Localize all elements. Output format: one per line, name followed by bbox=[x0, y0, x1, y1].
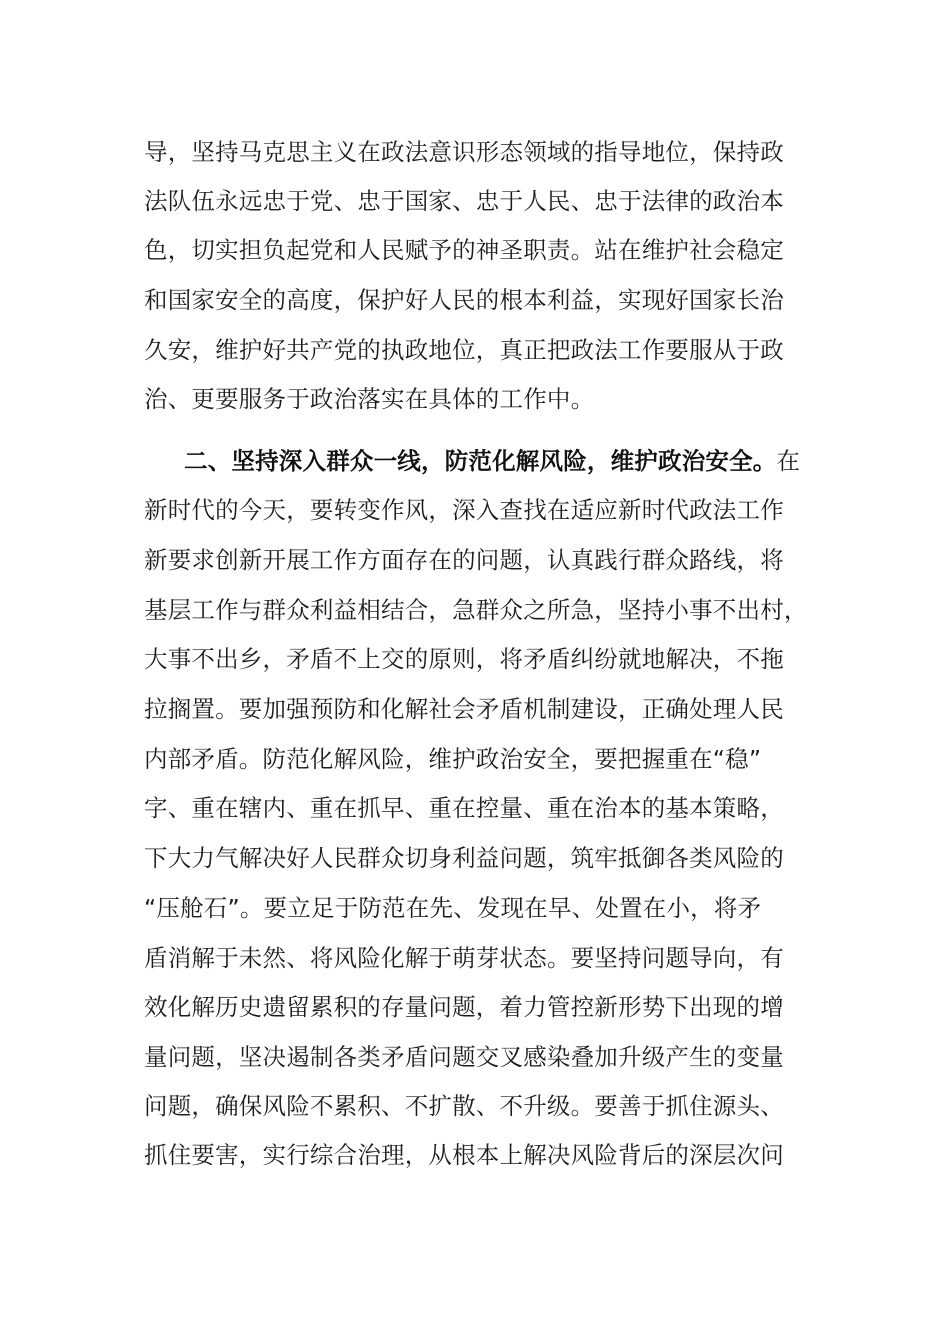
text-line: 和国家安全的高度，保护好人民的根本利益，实现好国家长治 bbox=[144, 286, 784, 314]
text-line: 问题，确保风险不累积、不扩散、不升级。要善于抓住源头、 bbox=[144, 1092, 784, 1120]
text-line: 大事不出乡，矛盾不上交的原则，将矛盾纠纷就地解决，不拖 bbox=[144, 645, 784, 673]
text-line: 盾消解于未然、将风险化解于萌芽状态。要坚持问题导向，有 bbox=[144, 944, 784, 972]
text-line: 下大力气解决好人民群众切身利益问题，筑牢抵御各类风险的 bbox=[144, 844, 784, 872]
section-heading-line bbox=[184, 443, 800, 479]
section-heading: 二、坚持深入群众一线，防范化解风险，维护政治安全。 bbox=[184, 447, 777, 475]
text-line: 导，坚持马克思主义在政法意识形态领域的指导地位，保持政 bbox=[144, 138, 784, 166]
text-line: 基层工作与群众利益相结合，急群众之所急，坚持小事不出村， bbox=[144, 596, 808, 624]
text-line: 字、重在辖内、重在抓早、重在控量、重在治本的基本策略， bbox=[144, 794, 784, 822]
text-line: 新时代的今天，要转变作风，深入查找在适应新时代政法工作 bbox=[144, 496, 784, 524]
text-line: 效化解历史遗留累积的存量问题，着力管控新形势下出现的增 bbox=[144, 993, 784, 1021]
text-line: 内部矛盾。防范化解风险，维护政治安全，要把握重在“稳” bbox=[144, 745, 762, 773]
heading-tail-text: 在 bbox=[776, 447, 801, 475]
text-line: 新要求创新开展工作方面存在的问题，认真践行群众路线，将 bbox=[144, 546, 784, 574]
text-line: 法队伍永远忠于党、忠于国家、忠于人民、忠于法律的政治本 bbox=[144, 187, 784, 215]
text-line: 治、更要服务于政治落实在具体的工作中。 bbox=[144, 385, 595, 413]
text-line: 抓住要害，实行综合治理，从根本上解决风险背后的深层次问 bbox=[144, 1141, 784, 1169]
text-line: 色，切实担负起党和人民赋予的神圣职责。站在维护社会稳定 bbox=[144, 236, 784, 264]
text-line: 量问题，坚决遏制各类矛盾问题交叉感染叠加升级产生的变量 bbox=[144, 1043, 784, 1071]
text-line: “压舱石”。要立足于防范在先、发现在早、处置在小，将矛 bbox=[144, 894, 762, 922]
text-line: 久安，维护好共产党的执政地位，真正把政法工作要服从于政 bbox=[144, 336, 784, 364]
text-line: 拉搁置。要加强预防和化解社会矛盾机制建设，正确处理人民 bbox=[144, 695, 784, 723]
